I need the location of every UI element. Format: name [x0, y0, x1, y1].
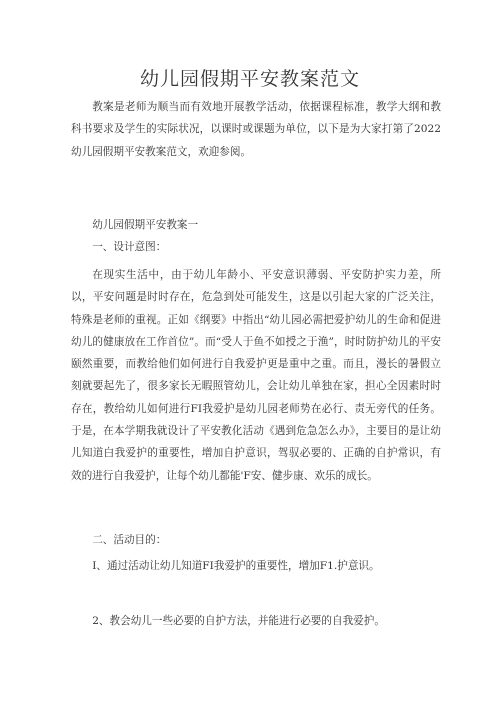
document-title: 幼儿园假期平安教案范文: [139, 68, 360, 90]
goal-item-2: 2、教会幼儿一些必要的自护方法，并能进行必要的自我爱护。: [92, 615, 385, 627]
design-heading: 一、设计意图：: [92, 241, 167, 253]
goal-item-1: I、通过活动让幼儿知道FI我爱护的重要性，增加F1.护意识。: [92, 560, 380, 572]
goals-heading: 二、活动目的：: [92, 534, 167, 546]
design-paragraph: 在现实生活中，由于幼儿年龄小、平安意识薄弱、平安防护实力差，所以，平安问题是时时存在，危急到处可能发生，这是以引起大家的广泛关注，特殊是老师的重视。正如《纲要》中指出“幼儿园必需把爱护幼儿的生命和促进幼儿的健康放在工作首位”。而“受人于鱼不如授之于渔”，时时防护幼儿的平安颐然重要，而教给他们如何进行自我爱护更是重中之重。而且，漫长的暑假立刻就要起先了，很多家长无暇照管幼儿，会让幼儿单独在家，担心全因素时时存在，教给幼儿如何进行FI我爱护是幼儿园老师势在必行、责无旁代的任务。于是，在本学期我就设计了平安教化活动《遇到危急怎么办》，主要目的是让幼儿知道白我爱护的重要性，增加自护意识，驾驭必要的、正确的自护常识，有效的进行自我爱护，让每个幼儿都能'F安、健步康、欢乐的成长。: [71, 269, 441, 482]
case-title: 幼儿园假期平安教案一: [92, 219, 199, 231]
intro-paragraph: 教案是老师为顺当而有效地开展教学活动，依据课程标准，教学大纲和教科书要求及学生的实际状况，以课时或课题为单位，以下是为大家打第了2022幼儿园假期平安教案范文，欢迎参阅。: [71, 101, 441, 158]
